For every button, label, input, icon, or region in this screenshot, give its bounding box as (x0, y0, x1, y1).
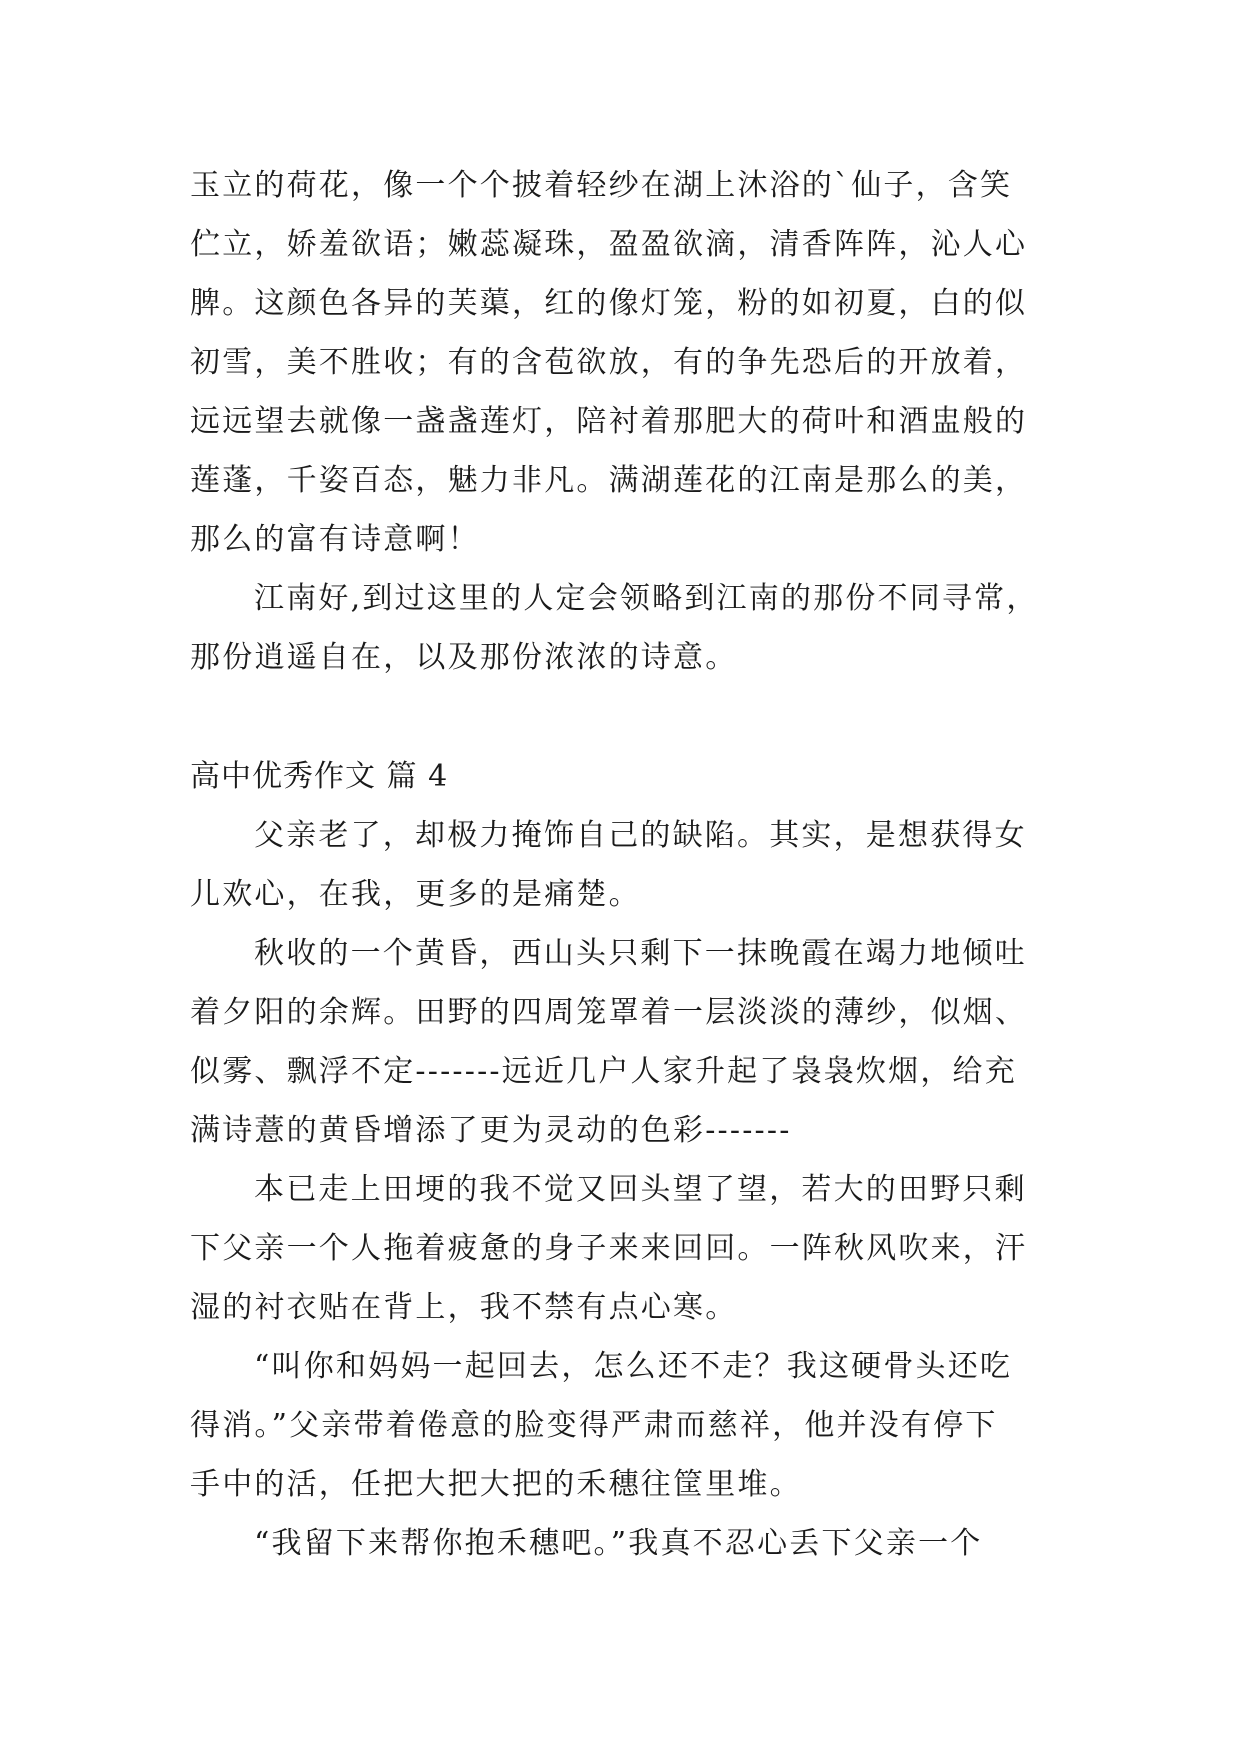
paragraph-line: 伫立，娇羞欲语；嫩蕊凝珠，盈盈欲滴，清香阵阵，沁人心 (190, 227, 1028, 262)
paragraph-line: 那么的富有诗意啊！ (190, 522, 480, 557)
paragraph-line: “叫你和妈妈一起回去，怎么还不走？我这硬骨头还吃 (254, 1349, 1013, 1384)
paragraph-line: 那份逍遥自在，以及那份浓浓的诗意。 (190, 640, 738, 675)
paragraph-line: 下父亲一个人拖着疲惫的身子来来回回。一阵秋风吹来，汗 (190, 1231, 1028, 1266)
paragraph-line: 父亲老了，却极力掩饰自己的缺陷。其实，是想获得女 (254, 818, 1027, 853)
paragraph-line: 似雾、飘浮不定-------远近几户人家升起了袅袅炊烟，给充 (190, 1054, 1017, 1089)
paragraph-line: 秋收的一个黄昏，西山头只剩下一抹晚霞在竭力地倾吐 (254, 936, 1027, 971)
paragraph-line: 满诗薏的黄昏增添了更为灵动的色彩------- (190, 1113, 792, 1148)
paragraph-line: 得消。”父亲带着倦意的脸变得严肃而慈祥，他并没有停下 (190, 1408, 998, 1443)
paragraph-line: 本已走上田埂的我不觉又回头望了望，若大的田野只剩 (254, 1172, 1027, 1207)
paragraph-line: “我留下来帮你抱禾穗吧。”我真不忍心丢下父亲一个 (254, 1526, 983, 1561)
paragraph-line: 湿的衬衣贴在背上，我不禁有点心寒。 (190, 1290, 738, 1325)
paragraph-line: 脾。这颜色各异的芙蕖，红的像灯笼，粉的如初夏，白的似 (190, 286, 1028, 321)
paragraph-line: 玉立的荷花，像一个个披着轻纱在湖上沐浴的`仙子，含笑 (190, 168, 1013, 203)
paragraph-line: 远远望去就像一盏盏莲灯，陪衬着那肥大的荷叶和酒盅般的 (190, 404, 1028, 439)
paragraph-line: 手中的活，任把大把大把的禾穗往筐里堆。 (190, 1467, 802, 1502)
paragraph-line: 江南好,到过这里的人定会领略到江南的那份不同寻常， (254, 581, 1039, 616)
section-heading: 高中优秀作文 篇 4 (190, 759, 449, 794)
paragraph-line: 初雪，美不胜收；有的含苞欲放，有的争先恐后的开放着， (190, 345, 1028, 380)
paragraph-line: 莲蓬，千姿百态，魅力非凡。满湖莲花的江南是那么的美， (190, 463, 1028, 498)
paragraph-line: 儿欢心，在我，更多的是痛楚。 (190, 877, 641, 912)
paragraph-line: 着夕阳的余辉。田野的四周笼罩着一层淡淡的薄纱，似烟、 (190, 995, 1028, 1030)
